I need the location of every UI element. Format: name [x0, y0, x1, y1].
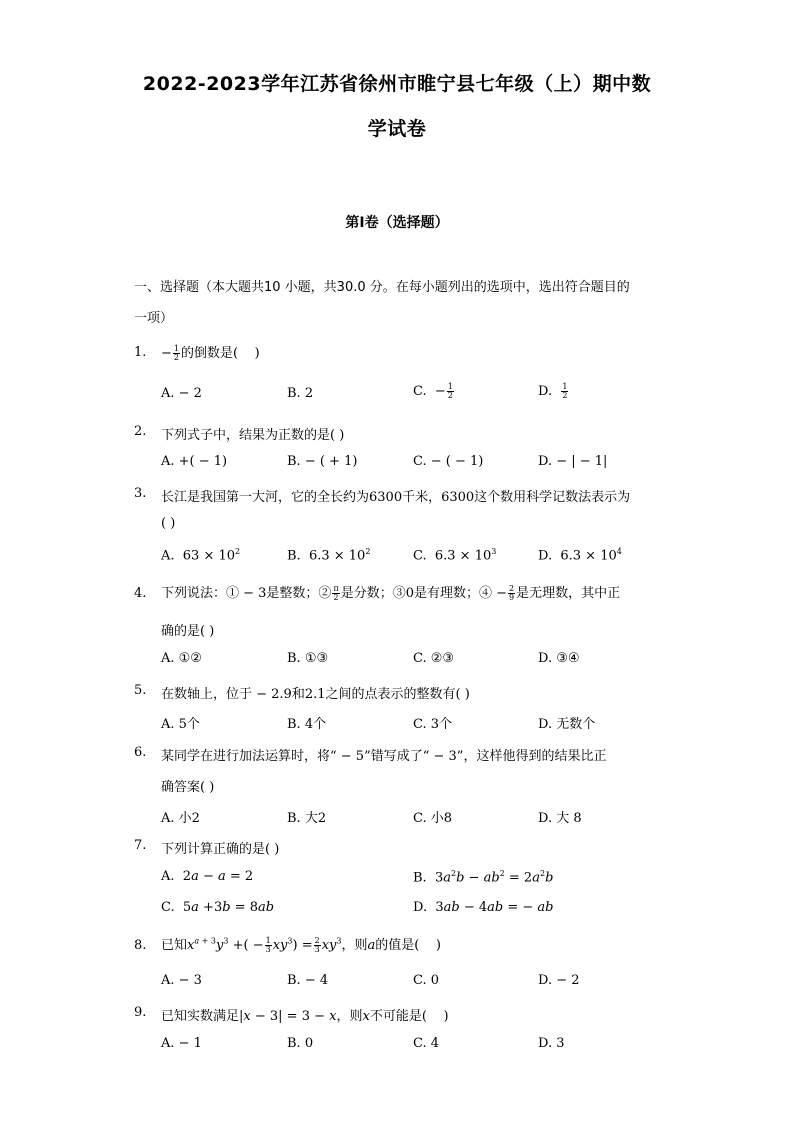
question-1-text: − $\frac{1}{2}$ 的倒数是( ): [161, 344, 260, 362]
option-a: A. ①②: [161, 651, 202, 666]
exam-title-line1: 2022-2023学年江苏省徐州市睢宁县七年级（上）期中数: [142, 73, 652, 95]
question-6-text-cont: 确答案( ): [161, 780, 215, 795]
exam-title-line2: 学试卷: [367, 118, 427, 140]
option-a: A. − 3: [161, 973, 202, 988]
question-6-text: 某同学在进行加法运算时，将“ − 5”错写成了“ − 3”，这样他得到的结果比正: [161, 749, 607, 764]
question-2-text: 下列式子中，结果为正数的是( ): [161, 428, 345, 443]
option-a: A. − 1: [161, 1036, 202, 1051]
question-number: 9.: [134, 1005, 147, 1020]
section-instructions-cont: 一项）: [134, 311, 174, 326]
fraction: $\frac{1}{2}$: [173, 344, 179, 362]
question-7-text: 下列计算正确的是( ): [161, 842, 280, 857]
option-d: D. 3ab − 4ab = − ab: [413, 900, 554, 915]
option-d: D. $6.3 \times 10^4$: [538, 547, 622, 564]
option-c: C. ②③: [413, 651, 455, 666]
option-a: A. +( − 1): [161, 454, 228, 469]
option-b: B. − ( + 1): [287, 454, 358, 469]
question-4-text-cont: 确的是( ): [161, 624, 215, 639]
option-a: A. 小2: [161, 811, 200, 826]
option-b: B. $6.3 \times 10^2$: [287, 547, 371, 564]
option-a: A. $63 \times 10^2$: [161, 547, 241, 564]
section-instructions: 一、选择题（本大题共10 小题，共30.0 分。在每小题列出的选项中，选出符合题目的: [134, 280, 630, 295]
question-9-text: 已知实数满足|x − 3| = 3 − x，则x不可能是( ): [161, 1009, 449, 1024]
option-b: B. 0: [287, 1036, 314, 1051]
option-b: B. 大2: [287, 811, 327, 826]
option-a: A. 5个: [161, 717, 200, 732]
option-c: C. 小8: [413, 811, 453, 826]
question-number: 5.: [134, 683, 147, 698]
option-b: B. 2: [287, 386, 314, 401]
option-c: C. 0: [413, 973, 440, 988]
question-number: 4.: [134, 586, 147, 601]
option-c: C. 4: [413, 1036, 440, 1051]
option-c: C. − $\frac{1}{2}$: [413, 382, 453, 400]
volume-heading: 第Ⅰ卷（选择题）: [345, 215, 449, 231]
question-3-text-cont: ( ): [161, 516, 176, 531]
option-b: B. ①③: [287, 651, 329, 666]
question-number: 1.: [134, 345, 147, 360]
question-number: 8.: [134, 938, 147, 953]
question-number: 2.: [134, 424, 147, 439]
option-c: C. $6.3 \times 10^3$: [413, 547, 497, 564]
option-d: D. 大 8: [538, 811, 582, 826]
option-d: D. − 2: [538, 973, 580, 988]
option-d: D. − | − 1|: [538, 454, 608, 469]
option-a: A. 2a − a = 2: [161, 869, 254, 884]
option-b: B. 4个: [287, 717, 327, 732]
option-c: C. − ( − 1): [413, 454, 484, 469]
option-d: D. 3: [538, 1036, 565, 1051]
option-a: A. − 2: [161, 386, 202, 401]
option-d: D. $\frac{1}{2}$: [538, 382, 568, 400]
option-b: B. $3a^2b - ab^2 = 2a^2b$: [413, 869, 554, 886]
question-number: 3.: [134, 486, 147, 501]
question-5-text: 在数轴上，位于 − 2.9和2.1之间的点表示的整数有( ): [161, 687, 470, 702]
option-c: C. 3个: [413, 717, 453, 732]
question-4-text: 下列说法：① − 3是整数；② $\frac{\pi}{2}$ 是分数；③0是有理数；④ − $\frac{2}{9}$ 是无理数，其中正: [161, 584, 621, 602]
question-3-text: 长江是我国第一大河，它的全长约为6300千米，6300这个数用科学记数法表示为: [161, 490, 631, 505]
option-b: B. − 4: [287, 973, 329, 988]
option-d: D. ③④: [538, 651, 580, 666]
question-number: 7.: [134, 838, 147, 853]
option-d: D. 无数个: [538, 717, 596, 732]
question-8-text: 已知$x^{a + 3}y^3$ +( − $\frac{1}{3}$ $xy^3$) = $\frac{2}{3}$ $xy^3$，则a的值是( ): [161, 936, 441, 954]
question-number: 6.: [134, 745, 147, 760]
option-c: C. 5a +3b = 8ab: [161, 900, 275, 915]
